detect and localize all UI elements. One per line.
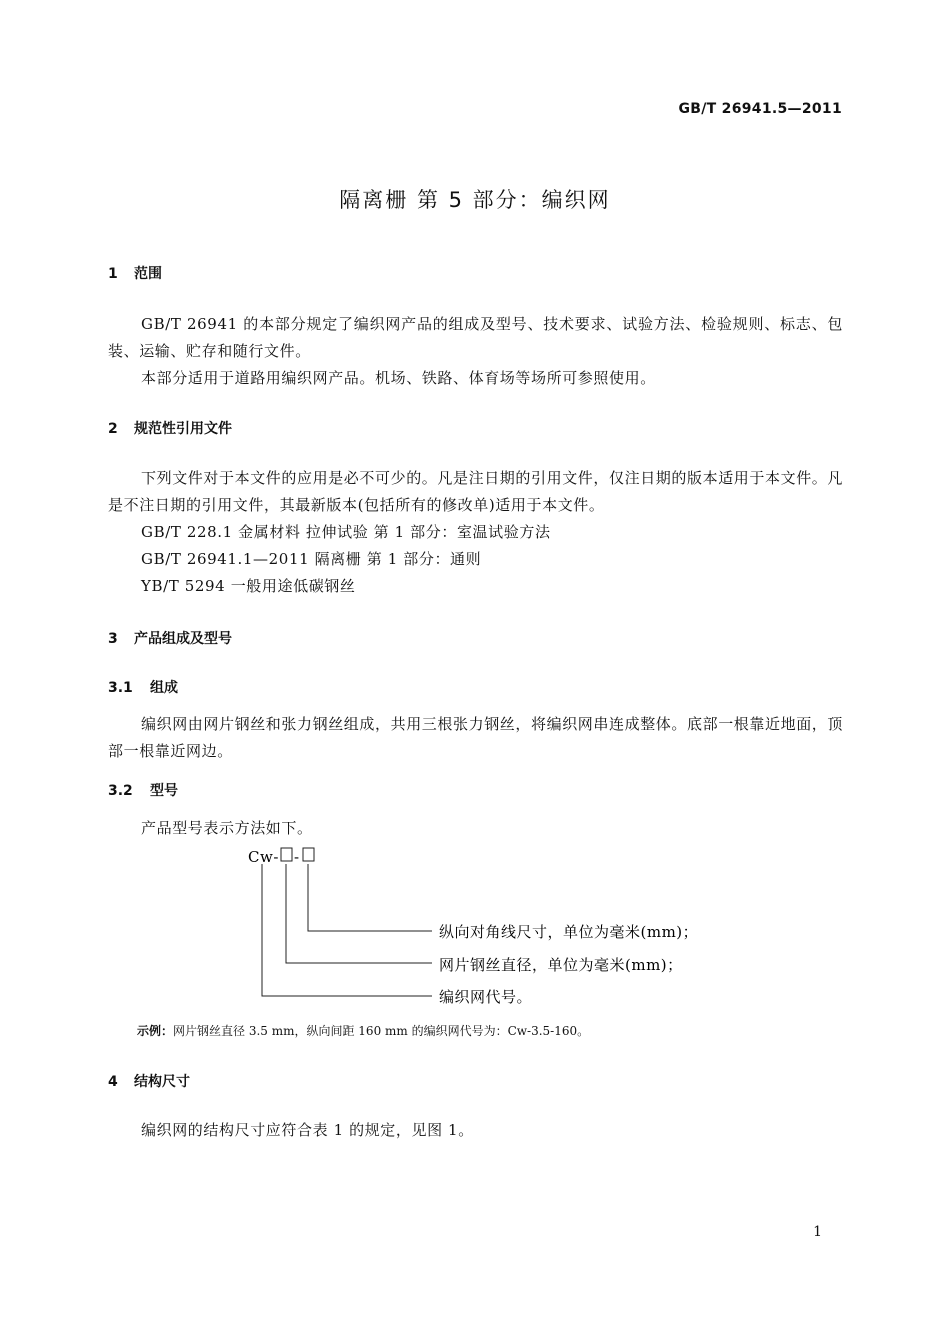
reference-item: GB/T 228.1 金属材料 拉伸试验 第 1 部分：室温试验方法 [141, 523, 551, 541]
reference-item: YB/T 5294 一般用途低碳钢丝 [141, 577, 356, 595]
diagram-label-diameter: 网片钢丝直径，单位为毫米(mm)； [439, 956, 683, 974]
section-4-heading [108, 1071, 190, 1091]
section-number: 3 [108, 631, 118, 647]
section-title: 范围 [134, 266, 162, 282]
model-separator: - [294, 848, 300, 866]
section-title: 产品组成及型号 [134, 631, 232, 647]
section-4-paragraph: 编织网的结构尺寸应符合表 1 的规定，见图 1。 [141, 1121, 474, 1139]
section-3-1-paragraph: 编织网由网片钢丝和张力钢丝组成，共用三根张力钢丝，将编织网串连成整体。底部一根靠近地面，顶部一根靠近网边。 [108, 715, 844, 760]
section-1-paragraph-1: GB/T 26941 的本部分规定了编织网产品的组成及型号、技术要求、试验方法、检验规则、标志、包装、运输、贮存和随行文件。 [108, 315, 843, 360]
section-number: 4 [108, 1074, 118, 1090]
placeholder-box-diameter [281, 848, 292, 861]
example-text: 网片钢丝直径 3.5 mm，纵向间距 160 mm 的编织网代号为：Cw-3.5-160。 [173, 1024, 590, 1038]
section-title: 结构尺寸 [134, 1074, 190, 1090]
standard-code: GB/T 26941.5—2011 [678, 101, 842, 117]
section-number: 3.2 [108, 783, 133, 799]
example-label: 示例： [137, 1024, 174, 1038]
model-prefix: Cw- [248, 848, 279, 866]
example-note [137, 1022, 589, 1039]
diagram-label-spacing: 纵向对角线尺寸，单位为毫米(mm)； [439, 923, 699, 941]
leader-line-1 [308, 864, 432, 931]
section-1-paragraph-2: 本部分适用于道路用编织网产品。机场、铁路、体育场等场所可参照使用。 [141, 369, 656, 387]
reference-item: GB/T 26941.1—2011 隔离栅 第 1 部分：通则 [141, 550, 482, 568]
section-number: 3.1 [108, 680, 133, 696]
section-title: 组成 [150, 680, 178, 696]
section-title: 规范性引用文件 [134, 421, 232, 437]
section-2-paragraph-1: 下列文件对于本文件的应用是必不可少的。凡是注日期的引用文件，仅注日期的版本适用于本文件。凡是不注日期的引用文件，其最新版本(包括所有的修改单)适用于本文件。 [108, 469, 844, 514]
section-title: 型号 [150, 783, 178, 799]
section-number: 1 [108, 266, 118, 282]
placeholder-box-spacing [303, 848, 314, 861]
section-number: 2 [108, 421, 118, 437]
document-title: 隔离栅 第 5 部分：编织网 [339, 188, 611, 212]
leader-line-3 [262, 864, 432, 996]
section-3-2-paragraph: 产品型号表示方法如下。 [141, 819, 313, 837]
page-number: 1 [813, 1224, 822, 1240]
diagram-label-code: 编织网代号。 [439, 988, 533, 1006]
